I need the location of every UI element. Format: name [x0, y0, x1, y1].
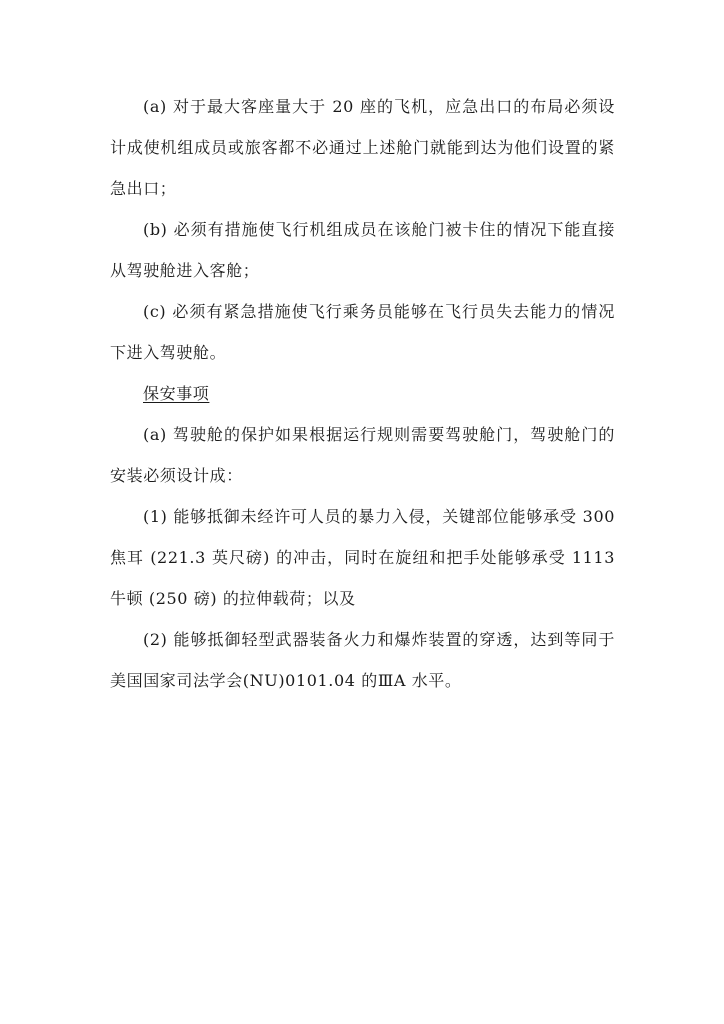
section-heading-text: 保安事项 — [143, 384, 210, 403]
security-paragraph-2: (2) 能够抵御轻型武器装备火力和爆炸装置的穿透，达到等同于美国国家司法学会(NU)0101.04 的ⅢA 水平。 — [110, 630, 615, 690]
section-heading — [110, 373, 615, 414]
paragraph-b-cockpit-access: (b) 必须有措施使飞行机组成员在该舱门被卡住的情况下能直接从驾驶舱进入客舱； — [110, 220, 615, 280]
security-paragraph-1: (1) 能够抵御未经许可人员的暴力入侵，关键部位能够承受 300 焦耳 (221.3 英尺磅) 的冲击，同时在旋纽和把手处能够承受 1113 牛顿 (250 磅) 的拉伸载荷；以及 — [110, 507, 615, 608]
paragraph-c-flight-attendant-access: (c) 必须有紧急措施使飞行乘务员能够在飞行员失去能力的情况下进入驾驶舱。 — [110, 302, 615, 362]
document-page — [110, 86, 615, 701]
paragraph-a-emergency-exits: (a) 对于最大客座量大于 20 座的飞机，应急出口的布局必须设计成使机组成员或旅客都不必通过上述舱门就能到达为他们设置的紧急出口； — [110, 97, 615, 198]
security-paragraph-a: (a) 驾驶舱的保护如果根据运行规则需要驾驶舱门，驾驶舱门的安装必须设计成： — [110, 425, 615, 485]
